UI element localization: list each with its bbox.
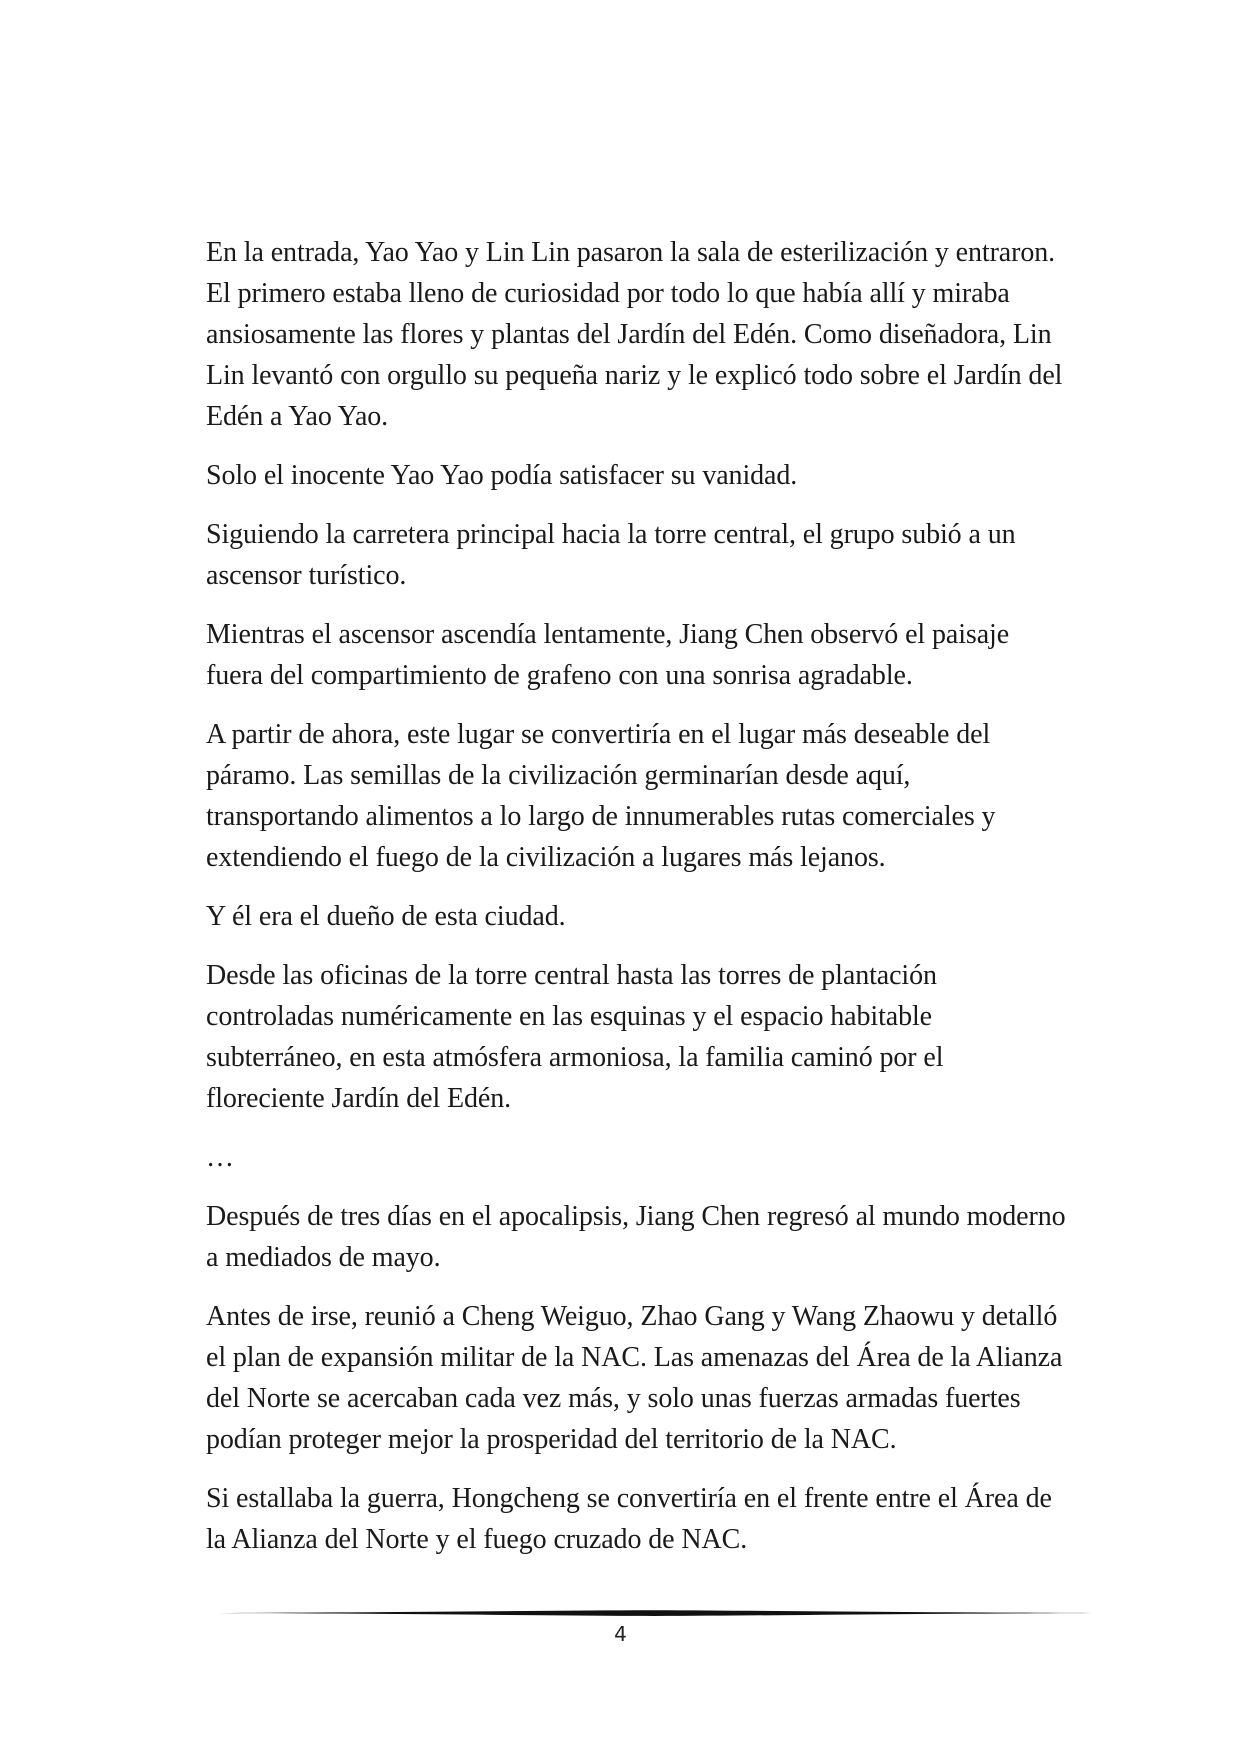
paragraph: Solo el inocente Yao Yao podía satisfacer su vanidad. xyxy=(206,460,798,491)
page-number: 4 xyxy=(614,1622,627,1646)
scene-break: … xyxy=(206,1142,234,1173)
paragraph: Después de tres días en el apocalipsis, Jiang Chen regresó al mundo moderno a mediados de mayo. xyxy=(206,1201,1066,1273)
footer-divider xyxy=(206,1606,1104,1620)
paragraph: Siguiendo la carretera principal hacia la torre central, el grupo subió a un ascensor turístico. xyxy=(206,519,1016,591)
paragraph: A partir de ahora, este lugar se convertiría en el lugar más deseable del páramo. Las semillas de la civilización germinarían desde aquí, transportando alimentos a lo largo de innumerables rutas comerciales y extendiendo el fuego de la civilización a lugares más lejanos. xyxy=(206,719,996,873)
paragraph: Desde las oficinas de la torre central hasta las torres de plantación controladas numéricamente en las esquinas y el espacio habitable subterráneo, en esta atmósfera armoniosa, la familia caminó por el floreciente Jardín del Edén. xyxy=(206,960,944,1114)
paragraph: Mientras el ascensor ascendía lentamente, Jiang Chen observó el paisaje fuera del compartimiento de grafeno con una sonrisa agradable. xyxy=(206,619,1010,691)
paragraph: Y él era el dueño de esta ciudad. xyxy=(206,901,566,932)
page-body xyxy=(206,232,1066,1578)
paragraph: Si estallaba la guerra, Hongcheng se convertiría en el frente entre el Área de la Alianza del Norte y el fuego cruzado de NAC. xyxy=(206,1483,1052,1555)
paragraph: Antes de irse, reunió a Cheng Weiguo, Zhao Gang y Wang Zhaowu y detalló el plan de expansión militar de la NAC. Las amenazas del Área de la Alianza del Norte se acercaban cada vez más, y solo unas fuerzas armadas fuertes podían proteger mejor la prosperidad del territorio de la NAC. xyxy=(206,1301,1063,1455)
paragraph: En la entrada, Yao Yao y Lin Lin pasaron la sala de esterilización y entraron. El primero estaba lleno de curiosidad por todo lo que había allí y miraba ansiosamente las flores y plantas del Jardín del Edén. Como diseñadora, Lin Lin levantó con orgullo su pequeña nariz y le explicó todo sobre el Jardín del Edén a Yao Yao. xyxy=(206,237,1063,432)
